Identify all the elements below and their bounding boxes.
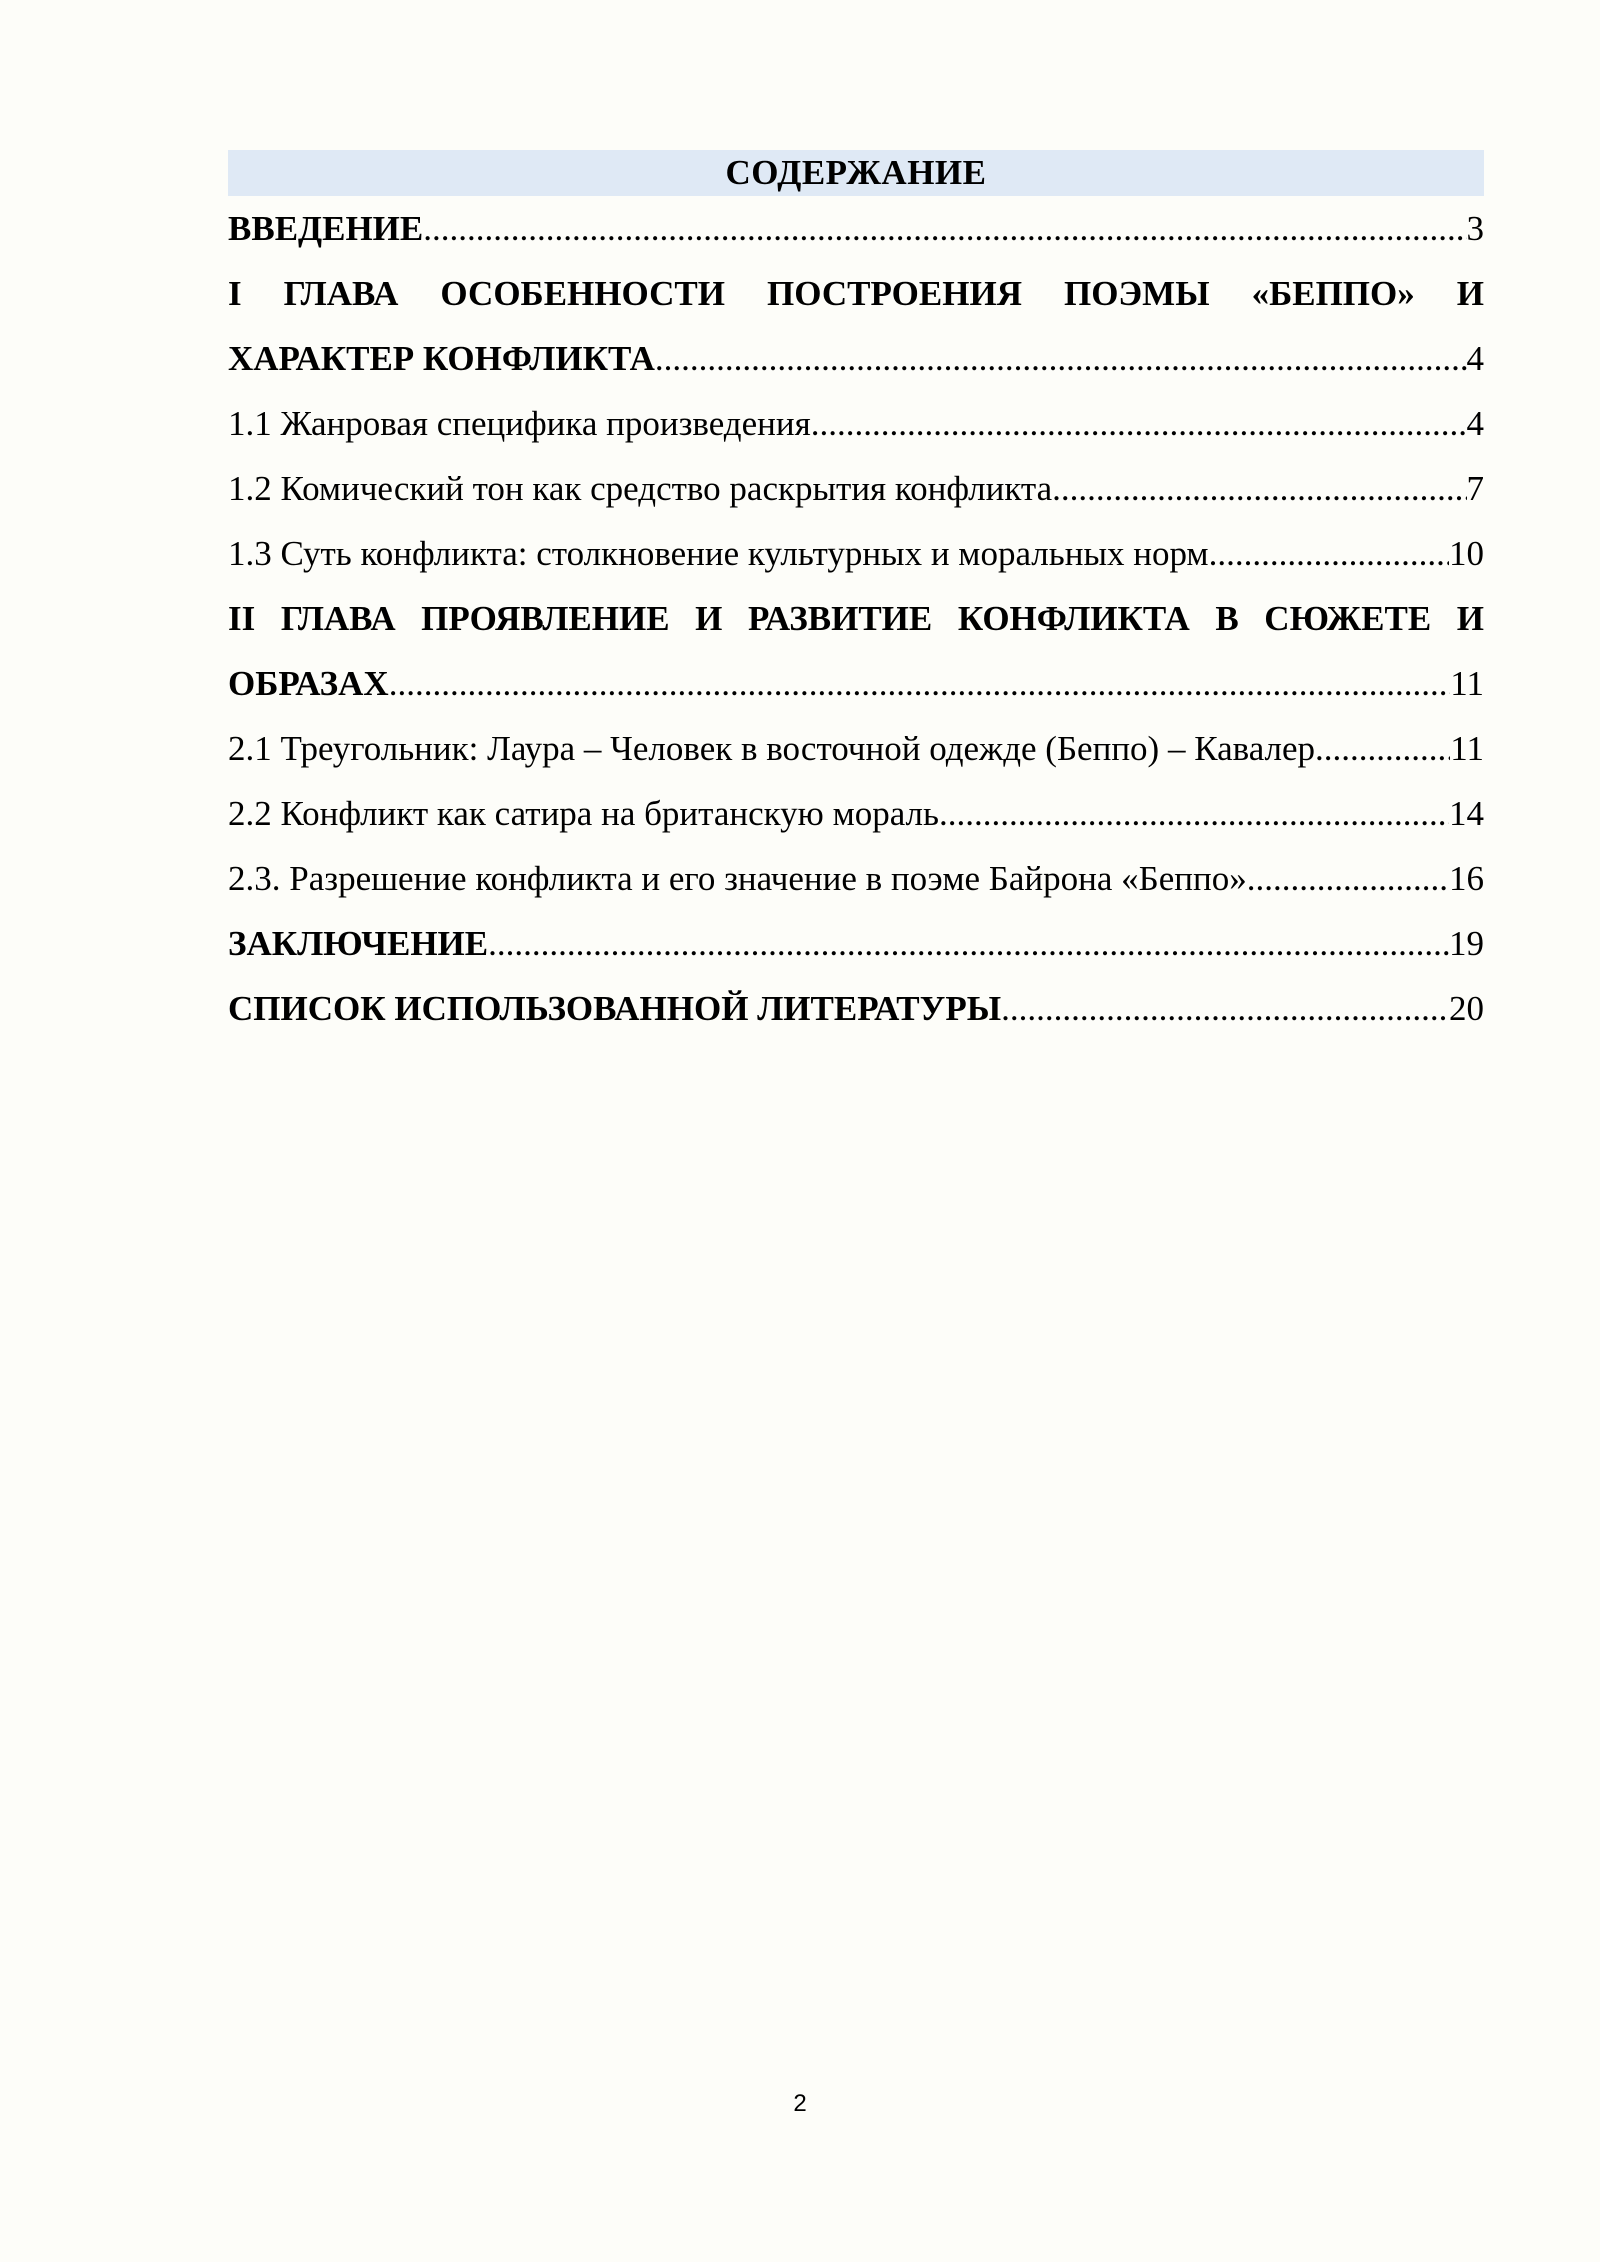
dot-leader (1001, 976, 1449, 1041)
dot-leader (488, 911, 1449, 976)
toc-entry-2-2[interactable] (228, 781, 1484, 846)
toc-entry-text: 1.2 Комический тон как средство раскрытия конфликта (228, 469, 1053, 508)
dot-leader (1052, 456, 1466, 521)
toc-entry-page: 14 (1449, 794, 1484, 833)
toc-entry-page: 11 (1450, 664, 1484, 703)
toc-entry-text: 2.2 Конфликт как сатира на британскую мораль (228, 794, 939, 833)
toc-entry-1-3[interactable] (228, 521, 1484, 586)
table-of-contents (228, 150, 1484, 1041)
toc-entry-page: 11 (1450, 729, 1484, 768)
toc-entry-text: ЗАКЛЮЧЕНИЕ (228, 924, 489, 963)
toc-entry-page: 4 (1466, 339, 1484, 378)
dot-leader (1315, 716, 1450, 781)
toc-entry-1-1[interactable] (228, 391, 1484, 456)
dot-leader (655, 326, 1467, 391)
dot-leader (1209, 521, 1449, 586)
toc-entry-conclusion[interactable] (228, 911, 1484, 976)
toc-entry-page: 20 (1449, 989, 1484, 1028)
toc-entry-text: ВВЕДЕНИЕ (228, 209, 424, 248)
dot-leader (939, 781, 1449, 846)
toc-entry-page: 19 (1449, 924, 1484, 963)
toc-entry-2-1[interactable] (228, 716, 1484, 781)
dot-leader (423, 196, 1466, 261)
toc-entry-page: 10 (1449, 534, 1484, 573)
toc-entry-page: 7 (1466, 469, 1484, 508)
toc-title: СОДЕРЖАНИЕ (228, 150, 1484, 196)
toc-entry-text: СПИСОК ИСПОЛЬЗОВАННОЙ ЛИТЕРАТУРЫ (228, 989, 1002, 1028)
toc-entry-references[interactable] (228, 976, 1484, 1041)
toc-entry-2-3[interactable] (228, 846, 1484, 911)
toc-entry-chapter-1-line1[interactable]: I ГЛАВА ОСОБЕННОСТИ ПОСТРОЕНИЯ ПОЭМЫ «БЕППО» И (228, 274, 1484, 313)
toc-entry-text: ХАРАКТЕР КОНФЛИКТА (228, 339, 655, 378)
toc-entry-introduction[interactable] (228, 196, 1484, 261)
dot-leader (1247, 846, 1449, 911)
toc-entry-chapter-2[interactable] (228, 651, 1484, 716)
toc-entry-text: ОБРАЗАХ (228, 664, 389, 703)
toc-entry-chapter-1[interactable] (228, 326, 1484, 391)
dot-leader (389, 651, 1451, 716)
toc-entry-text: 2.1 Треугольник: Лаура – Человек в восточной одежде (Беппо) – Кавалер (228, 729, 1316, 768)
toc-entry-page: 4 (1466, 404, 1484, 443)
toc-entry-1-2[interactable] (228, 456, 1484, 521)
toc-entry-text: 2.3. Разрешение конфликта и его значение в поэме Байрона «Беппо» (228, 859, 1247, 898)
page-number: 2 (793, 2090, 807, 2117)
dot-leader (811, 391, 1467, 456)
toc-entry-text: 1.3 Суть конфликта: столкновение культурных и моральных норм (228, 534, 1209, 573)
toc-entry-page: 3 (1466, 209, 1484, 248)
toc-entry-text: 1.1 Жанровая специфика произведения (228, 404, 811, 443)
toc-entry-chapter-2-line1[interactable]: II ГЛАВА ПРОЯВЛЕНИЕ И РАЗВИТИЕ КОНФЛИКТА В СЮЖЕТЕ И (228, 599, 1484, 638)
toc-entry-page: 16 (1449, 859, 1484, 898)
